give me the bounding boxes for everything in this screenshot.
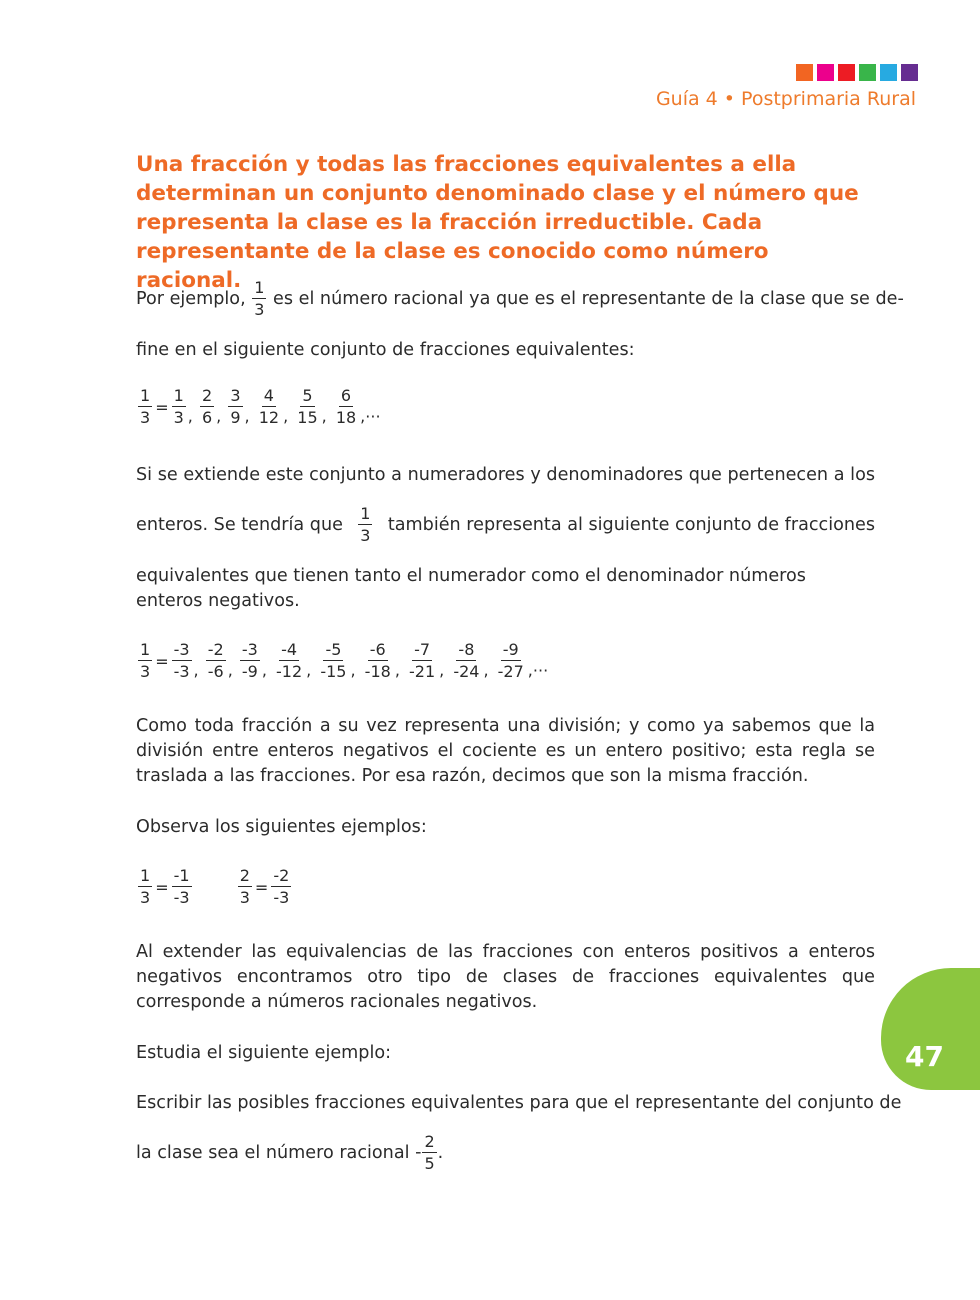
denominator: 3 [239,888,250,907]
fraction [407,642,437,680]
fraction [451,642,481,680]
denominator: 3 [360,526,371,545]
fraction [295,388,319,426]
page-number: 47 [905,1040,944,1073]
numerator: 2 [239,866,250,885]
exercise-line-1: Escribir las posibles fracciones equivalentes para que el representante del conjunto de [136,1093,902,1113]
definition-text: y el número que representa la clase es la fracción irreductible. Cada representante de la clase es conocido como [136,181,859,264]
fraction [200,388,214,426]
definition-paragraph [136,150,871,295]
numerator: 1 [140,386,151,405]
equivalent-set-negative: $\frac{1}{3}$ = $\frac{-3}{-3}$ , $\frac{-2}{-6}$ , $\frac{-3}{-9}$ , $\frac{-4}{-12}$ , $\frac{-5}{-15}$ , $\frac{-6}{-18}$ , $\frac{-7}{-21}$ , $\frac{-8}{-24}$ , $\frac{-9}{-27}$ ,... [140,640,549,681]
fraction [138,388,152,426]
denominator: 12 [258,408,280,427]
fraction [363,642,393,680]
fraction [358,506,372,544]
color-squares [796,64,918,81]
extend-prefix: enteros. Se tendría que [136,514,343,535]
fraction [318,642,348,680]
fraction [238,868,252,906]
example-suffix: es el número racional ya que es el representante de la clase que se de- [267,289,904,309]
color-square [859,64,876,81]
numerator: -3 [173,640,190,659]
numerator: 3 [230,386,241,405]
ellipsis: ... [532,656,549,676]
color-square [901,64,918,81]
equals-sign: = [155,651,169,671]
exercise-prefix: la clase sea el número racional [136,1143,410,1163]
fraction [172,642,192,680]
denominator: -6 [207,662,224,681]
denominator: -3 [173,662,190,681]
period: . [437,1143,444,1163]
fraction [496,642,526,680]
color-square [880,64,897,81]
denominator: -18 [364,662,391,681]
denominator: -12 [276,662,303,681]
extend-line-2 [136,506,875,544]
numerator: 1 [140,866,151,885]
color-square [838,64,855,81]
extend-suffix: también representa al siguiente conjunto de fracciones [387,514,875,535]
numerator: -9 [502,640,519,659]
denominator: -15 [320,662,347,681]
numerator: -2 [273,866,290,885]
equals-sign: = [155,877,169,897]
numerator: -6 [369,640,386,659]
numerator: -7 [414,640,431,659]
minus-sign: - [415,1142,422,1163]
numerator: 1 [140,640,151,659]
negative-rationals-paragraph: Al extender las equivalencias de las fracciones con enteros positivos a enteros negativos encontramos otro tipo de clases de fracciones equivalentes que corresponde a números racionales negativos. [136,942,875,1012]
equals-sign: = [254,877,269,897]
denominator: 3 [140,662,151,681]
fraction [334,388,358,426]
extend-line-1: Si se extiende este conjunto a numeradores y denominadores que pertenecen a los [136,465,875,485]
denominator: 3 [140,888,151,907]
numerator: 1 [254,278,265,297]
fraction [206,642,226,680]
numerator: -8 [458,640,475,659]
division-paragraph: Como toda fracción a su vez representa una división; y como ya sabemos que la división entre enteros negativos el cociente es un entero positivo; esta regla se traslada a las fracciones. Por esa razón, decimos que son la misma fracción. [136,716,875,786]
numerator: -3 [241,640,258,659]
observe-text: Observa los siguientes ejemplos: [136,817,427,837]
color-square [796,64,813,81]
running-header: Guía 4 • Postprimaria Rural [655,88,916,110]
denominator: 18 [335,408,357,427]
numerator: -4 [281,640,298,659]
denominator: 9 [230,408,241,427]
fraction [252,280,266,318]
numerator: 1 [173,386,184,405]
equivalent-set-positive: $\frac{1}{3}$ = $\frac{1}{3}$ , $\frac{2}{6}$ , $\frac{3}{9}$ , $\frac{4}{12}$ , $\frac{5}{15}$ , $\frac{6}{18}$ ,... [140,386,381,427]
denominator: -24 [453,662,480,681]
extend-line-3: equivalentes que tienen tanto el numerador como el denominador números enteros negativos. [136,566,806,611]
denominator: -9 [241,662,258,681]
denominator: -3 [273,888,290,907]
fraction [138,642,152,680]
term-clase: clase [592,181,655,206]
fraction [422,1134,436,1172]
fraction [240,642,260,680]
study-text: Estudia el siguiente ejemplo: [136,1043,392,1063]
denominator: 5 [424,1154,435,1173]
fraction [228,388,242,426]
numerator: 1 [360,504,371,523]
fraction [271,868,291,906]
numerator: -5 [325,640,342,659]
denominator: -21 [409,662,436,681]
numerator: 2 [201,386,213,405]
denominator: 3 [173,408,184,427]
denominator: 3 [140,408,151,427]
denominator: -3 [173,888,190,907]
fraction [274,642,304,680]
fraction [172,388,186,426]
example-line [136,278,904,319]
denominator: 3 [254,300,265,319]
equals-sign: = [155,397,169,417]
denominator: -27 [497,662,524,681]
fraction [257,388,281,426]
definition-text: Una fracción y todas las fracciones equivalentes a ella determinan un conjunto denominado [136,152,797,206]
numerator: -2 [207,640,224,659]
numerator: -1 [173,866,190,885]
numerator: 5 [302,386,313,405]
ellipsis: ... [365,402,381,422]
example-line-2: fine en el siguiente conjunto de fracciones equivalentes: [136,340,635,360]
numerator: 4 [263,386,274,405]
term-numero-racional: número racional. [136,239,769,293]
numerator: 6 [340,386,352,405]
exercise-line-2 [136,1134,875,1172]
example-prefix: Por ejemplo, [136,289,246,309]
fraction [138,868,152,906]
examples-row [136,868,293,906]
numerator: 2 [424,1132,435,1151]
denominator: 6 [201,408,213,427]
denominator: 15 [297,408,318,427]
fraction [172,868,192,906]
color-square [817,64,834,81]
